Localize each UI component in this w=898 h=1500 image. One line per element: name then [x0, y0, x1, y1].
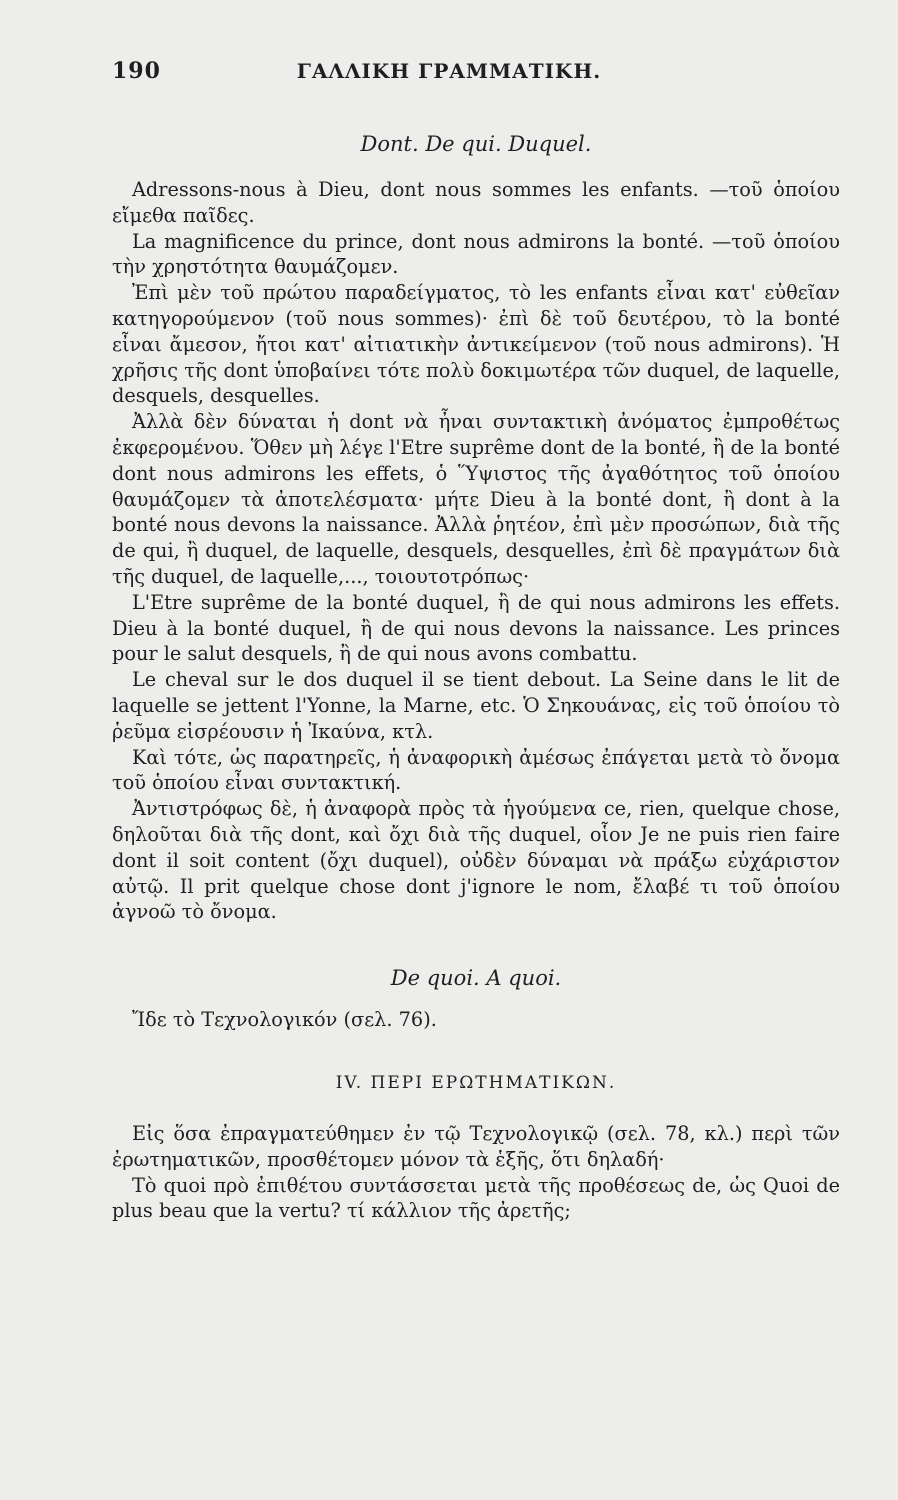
paragraph: Ἐπὶ μὲν τοῦ πρώτου παραδείγματος, τὸ les enfants εἶναι κατ' εὐθεῖαν κατηγορούμενον (τοῦ nous sommes)· ἐπὶ δὲ τοῦ δευτέρου, τὸ la bonté εἶναι ἄμεσον, ἤτοι κατ' αἰτιατικὴν ἀντικείμενον (τοῦ nous admirons). Ἡ χρῆσις τῆς dont ὑποβαίνει τότε πολὺ δοκιμωτέρα τῶν duquel, de laquelle, desquels, desquelles. [112, 281, 840, 408]
paragraph: Adressons-nous à Dieu, dont nous sommes les enfants. —τοῦ ὁποίου εἴμεθα παῖδες. [112, 178, 840, 227]
section-heading-de-quoi: De quoi. A quoi. [390, 966, 562, 991]
text-block [112, 123, 840, 1224]
page-number: 190 [112, 58, 161, 84]
section-heading-dont: Dont. De qui. Duquel. [360, 132, 592, 156]
paragraph: Καὶ τότε, ὡς παρατηρεῖς, ἡ ἀναφορικὴ ἀμέσως ἐπάγεται μετὰ τὸ ὄνομα τοῦ ὁποίου εἶναι συντακτική. [112, 745, 840, 795]
chapter-heading: IV. ΠΕΡΙ ΕΡΩΤΗΜΑΤΙΚΩΝ. [335, 1072, 617, 1093]
running-title: ΓΑΛΛΙΚΗ ΓΡΑΜΜΑΤΙΚΗ. [296, 59, 602, 83]
paragraph: La magnificence du prince, dont nous admirons la bonté. —τοῦ ὁποίου τὴν χρηστότητα θαυμάζομεν. [112, 229, 840, 279]
paragraph: Ἀντιστρόφως δὲ, ἡ ἀναφορὰ πρὸς τὰ ἡγούμενα ce, rien, quelque chose, δηλοῦται διὰ τῆς dont, καὶ ὄχι διὰ τῆς duquel, οἷον Je ne puis rien faire dont il soit content (ὄχι duquel), οὐδὲν δύναμαι νὰ πράξω εὐχάριστον αὐτῷ. Il prit quelque chose dont j'ignore le nom, ἔλαβέ τι τοῦ ὁποίου ἀγνοῶ τὸ ὄνομα. [112, 797, 840, 924]
paragraph: Le cheval sur le dos duquel il se tient debout. La Seine dans le lit de laquelle se jettent l'Yonne, la Marne, etc. Ὁ Σηκουάνας, εἰς τοῦ ὁποίου τὸ ῥεῦμα εἰσρέουσιν ἡ Ἰκαύνα, κτλ. [112, 668, 840, 743]
paragraph: L'Etre suprême de la bonté duquel, ἢ de qui nous admirons les effets. Dieu à la bonté duquel, ἢ de qui nous devons la naissance. Les princes pour le salut desquels, ἢ de qui nous avons combattu. [112, 590, 840, 666]
paragraph: Ἀλλὰ δὲν δύναται ἡ dont νὰ ἦναι συντακτικὴ ἀνόματος ἐμπροθέτως ἐκφερομένου. Ὅθεν μὴ λέγε l'Etre suprême dont de la bonté, ἢ de la bonté dont nous admirons les effets, ὁ Ὕψιστος τῆς ἀγαθότητος τοῦ ὁποίου θαυμάζομεν τὰ ἀποτελέσματα· μήτε Dieu à la bonté dont, ἢ dont à la bonté nous devons la naissance. Ἀλλὰ ῥητέον, ἐπὶ μὲν προσώπων, διὰ τῆς de qui, ἢ duquel, de laquelle, desquels, desquelles, ἐπὶ δὲ πραγμάτων διὰ τῆς duquel, de laquelle,..., τοιουτοτρόπως· [112, 410, 840, 588]
paragraph: Εἰς ὅσα ἐπραγματεύθημεν ἐν τῷ Τεχνολογικῷ (σελ. 78, κλ.) περὶ τῶν ἐρωτηματικῶν, προσθέτομεν μόνον τὰ ἑξῆς, ὅτι δηλαδή· [112, 1121, 840, 1171]
paragraph: Τὸ quoi πρὸ ἐπιθέτου συντάσσεται μετὰ τῆς προθέσεως de, ὡς Quoi de plus beau que la vertu? τί κάλλιον τῆς ἀρετῆς; [112, 1173, 840, 1223]
paragraph: Ἴδε τὸ Τεχνολογικόν (σελ. 76). [132, 1008, 437, 1032]
running-head [0, 58, 898, 88]
